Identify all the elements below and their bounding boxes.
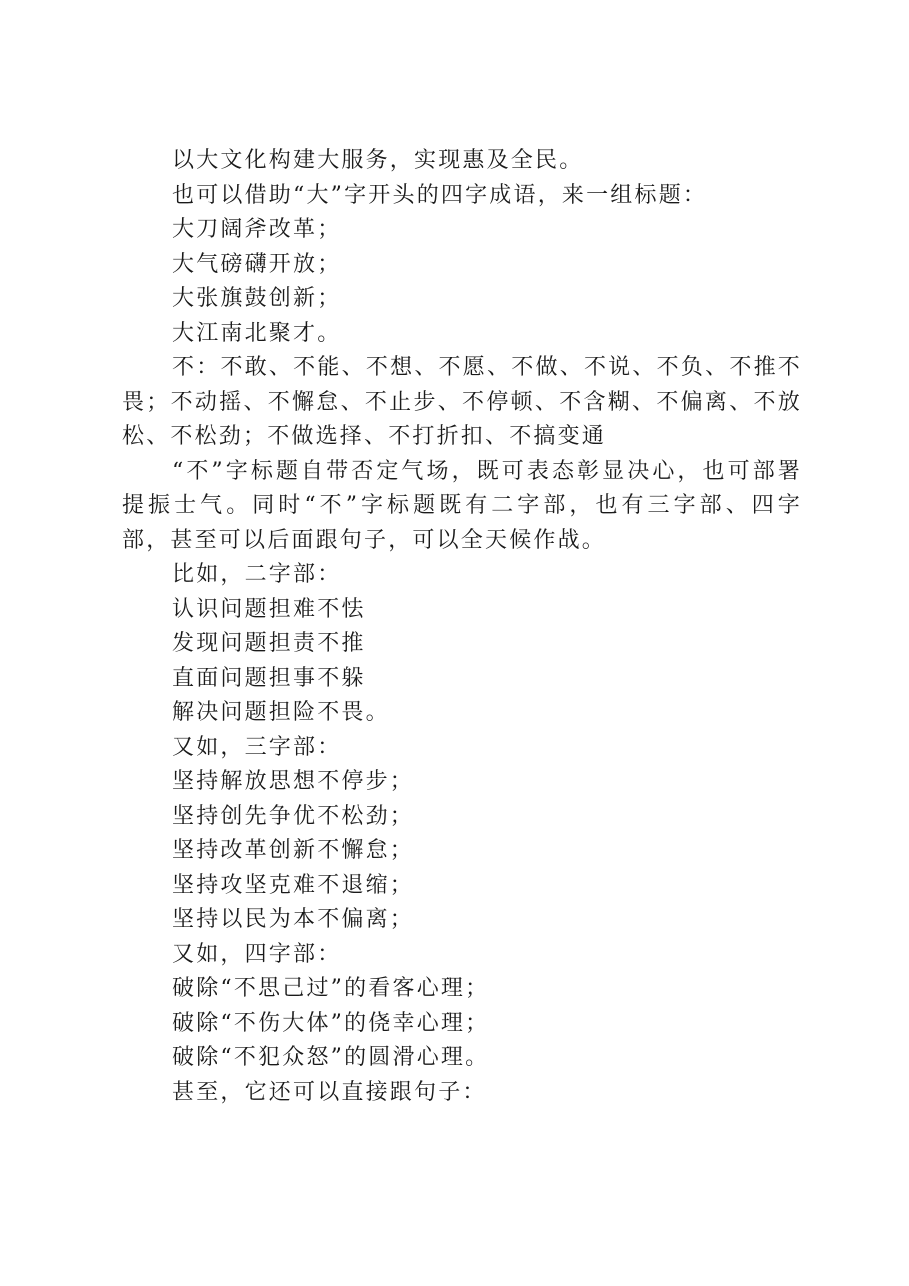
text-line: 大张旗鼓创新；: [172, 286, 342, 311]
document-body: [122, 144, 802, 1110]
text-line: 大气磅礴开放；: [172, 251, 342, 277]
text-line: 直面问题担事不躲: [172, 665, 366, 691]
text-line: 大江南北聚才。: [172, 320, 342, 346]
text-line: 也可以借助“大”字开头的四字成语，来一组标题：: [172, 182, 708, 208]
text-line: 破除“不犯众怒”的圆滑心理。: [172, 1045, 490, 1070]
text-line: 坚持攻坚克难不退缩；: [172, 872, 415, 898]
text-line: 又如，四字部：: [172, 941, 342, 967]
text-line: 甚至，它还可以直接跟句子：: [172, 1079, 487, 1105]
text-line: 坚持创先争优不松劲；: [172, 803, 415, 829]
text-line: 比如，二字部：: [172, 562, 342, 587]
text-line: 认识问题担难不怯: [172, 596, 366, 622]
text-line: 破除“不思己过”的看客心理；: [172, 976, 490, 1001]
text-line: 大刀阔斧改革；: [172, 217, 342, 242]
paragraph-bu-list: 不：不敢、不能、不想、不愿、不做、不说、不负、不推不畏；不动摇、不懈怠、不止步、不停顿、不含糊、不偏离、不放松、不松劲；不做选择、不打折扣、不搞变通: [122, 355, 802, 449]
text-line: 发现问题担责不推: [172, 631, 366, 656]
text-line: 以大文化构建大服务，实现惠及全民。: [172, 148, 584, 173]
text-line: 又如，三字部：: [172, 734, 342, 760]
text-line: 坚持改革创新不懈怠；: [172, 838, 415, 863]
paragraph-bu-description: “不”字标题自带否定气场，既可表态彰显决心，也可部署提振士气。同时“不”字标题既有二字部，也有三字部、四字部，甚至可以后面跟句子，可以全天候作战。: [122, 458, 802, 553]
text-line: 坚持以民为本不偏离；: [172, 907, 415, 932]
text-line: 破除“不伤大体”的侥幸心理；: [172, 1010, 490, 1036]
text-line: 解决问题担险不畏。: [172, 700, 390, 725]
text-line: 坚持解放思想不停步；: [172, 769, 415, 794]
